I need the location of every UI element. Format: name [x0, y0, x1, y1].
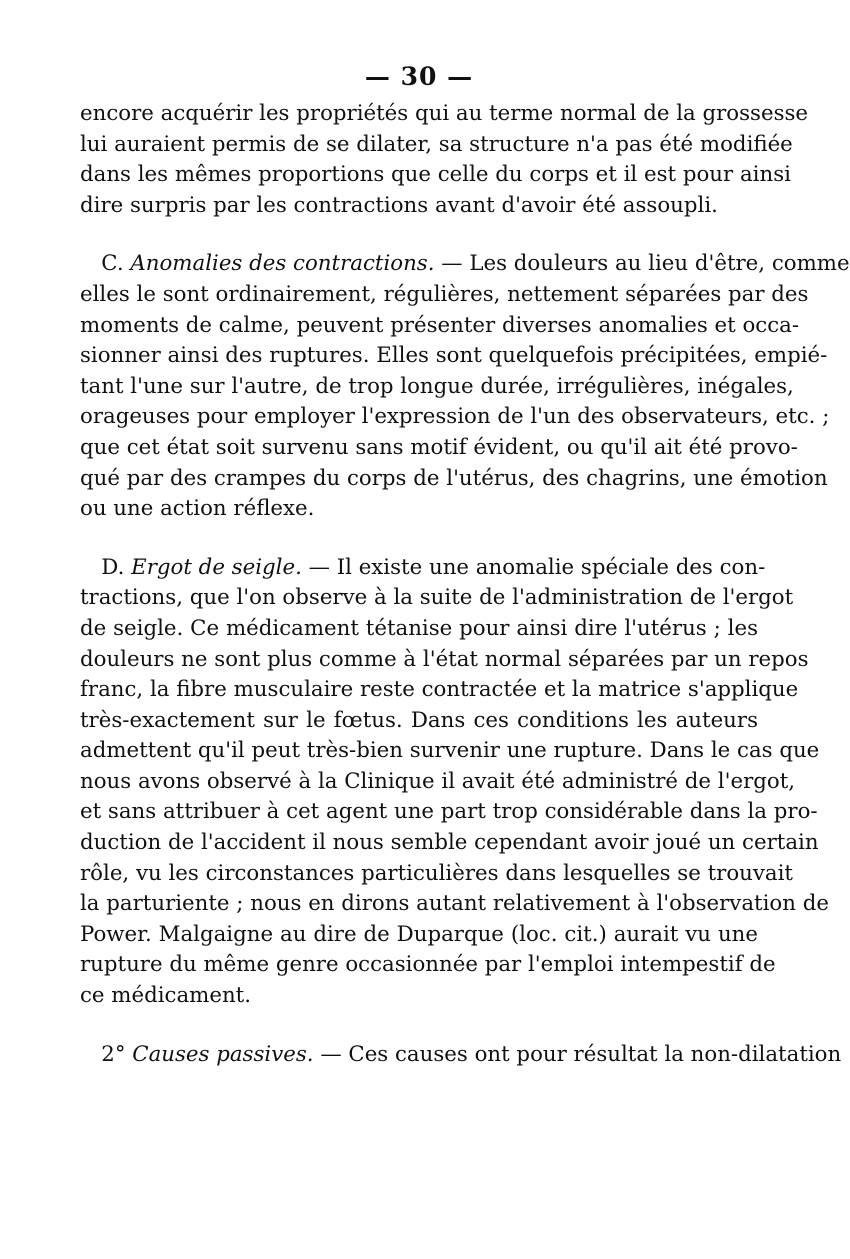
text-line: elles le sont ordinairement, régulières, nettement séparées par des: [80, 281, 809, 307]
text-line: que cet état soit survenu sans motif évident, ou qu'il ait été provo-: [80, 434, 798, 460]
section-heading-line: [80, 553, 766, 584]
section-title: Anomalies des contractions.: [130, 251, 435, 277]
text-line: lui auraient permis de se dilater, sa structure n'a pas été modifiée: [80, 131, 793, 157]
section-label: 2°: [101, 1041, 126, 1067]
text-line: nous avons observé à la Clinique il avait été administré de l'ergot,: [80, 768, 796, 794]
page-number: — 30 —: [364, 62, 474, 91]
section-causes-passives: [80, 1040, 842, 1071]
text-line: ce médicament.: [80, 983, 252, 1009]
text-line: duction de l'accident il nous semble cependant avoir joué un certain: [80, 830, 819, 856]
section-heading-text: — Les douleurs au lieu d'être, comme: [434, 251, 850, 277]
section-anomalies-contractions: [80, 249, 850, 524]
text-line: qué par des crampes du corps de l'utérus, des chagrins, une émotion: [80, 465, 828, 491]
text-line: dans les mêmes proportions que celle du corps et il est pour ainsi: [80, 162, 791, 188]
section-title: Causes passives.: [132, 1041, 314, 1067]
text-line: tractions, que l'on observe à la suite de l'administration de l'ergot: [80, 585, 794, 611]
text-line: franc, la fibre musculaire reste contractée et la matrice s'applique: [80, 677, 799, 703]
text-line: orageuses pour employer l'expression de l'un des observateurs, etc. ;: [80, 404, 830, 430]
section-heading-text: — Ces causes ont pour résultat la non-dilatation: [313, 1041, 842, 1067]
text-line: la parturiente ; nous en dirons autant relativement à l'observation de: [80, 891, 829, 917]
text-line: ou une action réflexe.: [80, 496, 315, 522]
text-line: dire surpris par les contractions avant d'avoir été assoupli.: [80, 192, 718, 218]
section-heading-line: [80, 249, 850, 280]
section-heading-text: — Il existe une anomalie spéciale des con-: [301, 554, 766, 580]
section-title: Ergot de seigle.: [131, 554, 302, 580]
section-label: D.: [101, 554, 125, 580]
text-line: admettent qu'il peut très-bien survenir une rupture. Dans le cas que: [80, 738, 820, 764]
paragraph-continuation: [80, 99, 809, 221]
text-line: et sans attribuer à cet agent une part trop considérable dans la pro-: [80, 799, 818, 825]
section-ergot-de-seigle: [80, 553, 829, 1012]
text-line: moments de calme, peuvent présenter diverses anomalies et occa-: [80, 312, 800, 338]
text-line: encore acquérir les propriétés qui au terme normal de la grossesse: [80, 101, 809, 126]
section-heading-line: [80, 1040, 842, 1071]
text-line: rôle, vu les circonstances particulières dans lesquelles se trouvait: [80, 860, 793, 886]
text-line: Power. Malgaigne au dire de Duparque (loc. cit.) aurait vu une: [80, 921, 758, 947]
text-line: de seigle. Ce médicament tétanise pour ainsi dire l'utérus ; les: [80, 615, 758, 641]
text-line: tant l'une sur l'autre, de trop longue durée, irrégulières, inégales,: [80, 373, 794, 399]
text-line: sionner ainsi des ruptures. Elles sont quelquefois précipitées, empié-: [80, 343, 828, 369]
section-label: C.: [101, 251, 124, 277]
text-line: douleurs ne sont plus comme à l'état normal séparées par un repos: [80, 646, 809, 672]
text-line: rupture du même genre occasionnée par l'emploi intempestif de: [80, 952, 776, 978]
text-line: très-exactement sur le fœtus. Dans ces conditions les auteurs: [80, 707, 758, 733]
